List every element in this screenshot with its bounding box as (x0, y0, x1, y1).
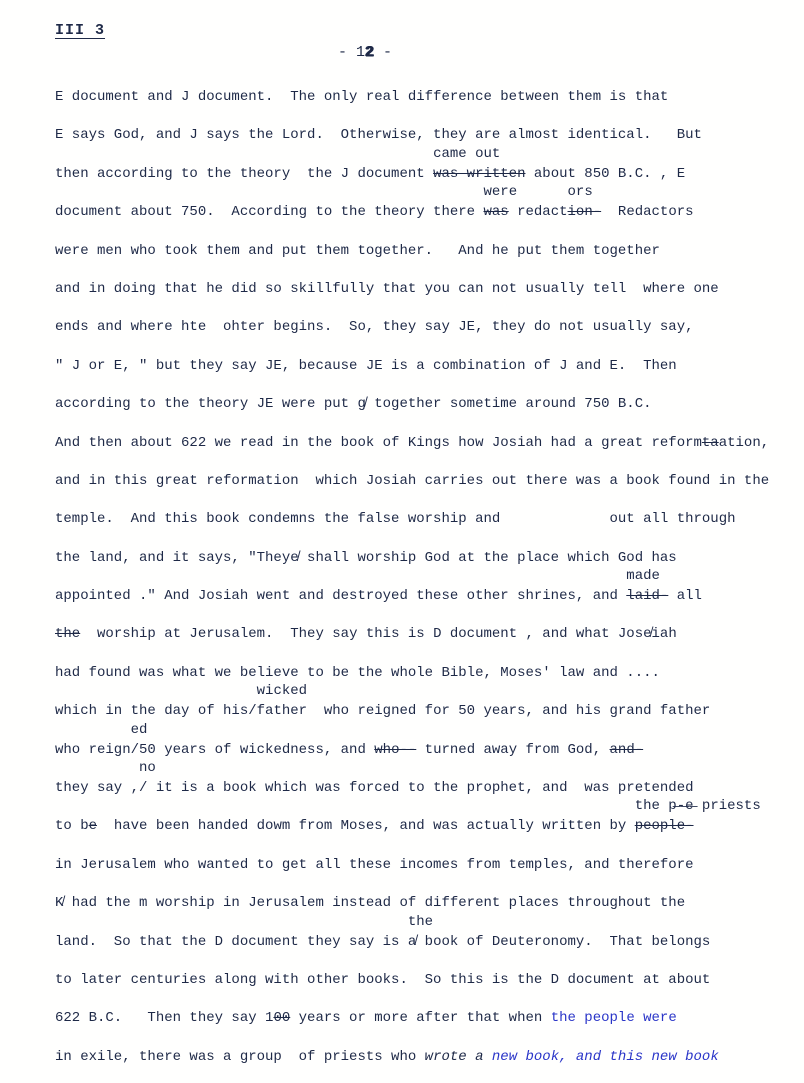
text-line (55, 347, 794, 385)
text-segment: in Jerusalem who wanted to get all these incomes from temples, and therefore (55, 856, 694, 873)
text-segment: worship at Jerusalem. They say this is D document , and what Jose̸iah (80, 626, 677, 643)
text-line: to be have been handed dowm from Moses, and was actually written by the p̶-̶e̶ priestspeople- (55, 798, 761, 835)
blue-ink-text: the people were (550, 1010, 677, 1027)
struck-text: the (55, 626, 81, 643)
text-segment: then according to the theory the J document (55, 165, 434, 182)
text-segment: they say , (55, 780, 140, 797)
struck-text: and- (609, 741, 644, 758)
struck-text: was (483, 204, 509, 221)
text-line (55, 615, 794, 653)
text-line: land. So that the D document they say is thea̸ book of Deuteronomy. That belongs (55, 913, 711, 950)
text-segment: appointed ." And Josiah went and destroyed these other shrines, and (55, 588, 627, 605)
text-line: they say ,no/ it is a book which was forced to the prophet, and was pretended (55, 760, 694, 797)
text-line (55, 462, 794, 500)
text-line (55, 232, 794, 270)
page-number-suffix: - (374, 44, 393, 61)
struck-text: people- (634, 818, 694, 835)
text-segment: the land, and it says, "Theye̸ shall worship God at the place which God has (55, 549, 677, 566)
text-segment: a̸ book of Deuteronomy. That belongs (407, 933, 711, 950)
text-line (55, 385, 794, 423)
text-segment: temple. And this book condemns the false worship and out all through (55, 511, 736, 528)
text-line: document about 750. According to the theory there werewas redactorsion- Redactors (55, 184, 694, 221)
text-segment: and in this great reformation which Josiah carries out there was a book found in the (55, 472, 770, 489)
text-segment: which in the day of his/ (55, 703, 257, 720)
text-line (55, 999, 794, 1037)
text-segment: about 850 B.C. , E (525, 165, 686, 182)
text-segment: ends and where hte ohter begins. So, they say JE, they do not usually say, (55, 319, 694, 336)
blue-ink-text: new book, and this new book (491, 1048, 719, 1065)
text-segment: who reign (55, 741, 131, 758)
text-segment: father who reigned for 50 years, and his grand father (256, 703, 711, 720)
text-segment: according to the theory JE were put g̸ together sometime around 750 B.C. (55, 396, 652, 413)
text-segment: wrote a (424, 1048, 492, 1065)
text-segment: turned away from God, (416, 741, 610, 758)
page-number (338, 44, 392, 61)
text-line: then according to the theory the J document came outwas written about 850 B.C. , E (55, 145, 686, 182)
struck-text: who-- (374, 741, 417, 758)
text-segment: And then about 622 we read in the book of Kings how Josiah had a great reform (55, 434, 702, 451)
text-segment: all (668, 588, 702, 605)
text-segment: redact (508, 204, 568, 221)
text-segment: ation, (718, 434, 770, 451)
text-segment: E document and J document. The only real difference between them is that (55, 89, 669, 105)
text-segment: document about 750. According to the theory there (55, 204, 484, 221)
text-line (55, 539, 794, 577)
text-segment: Redactors (601, 204, 694, 221)
text-line (55, 308, 794, 346)
text-line (55, 424, 794, 462)
text-segment: years or more after that when (290, 1010, 551, 1027)
document-body (55, 78, 794, 1076)
text-segment: land. So that the D document they say is (55, 933, 408, 950)
text-line: appointed ." And Josiah went and destroyed these other shrines, and madelaid- all (55, 568, 702, 605)
text-line: who reigned/50 years of wickedness, and who-- turned away from God, and- (55, 721, 644, 758)
text-line (55, 116, 794, 154)
text-line: which in the day of his/wickedfather who reigned for 50 years, and his grand father (55, 683, 711, 720)
page-number-prefix: - 1 (338, 44, 366, 61)
text-segment: to b (55, 818, 89, 835)
text-line (55, 270, 794, 308)
text-segment: to later centuries along with other books. So this is the D document at about (55, 971, 711, 988)
text-segment: / it is a book which was forced to the prophet, and was pretended (139, 780, 694, 797)
text-segment: /50 years of wickedness, and (130, 741, 375, 758)
struck-text: ion- (567, 204, 602, 221)
text-line (55, 846, 794, 884)
text-segment: E says God, and J says the Lord. Otherwise, they are almost identical. But (55, 127, 702, 144)
text-segment: in exile, there was a group of priests who (55, 1048, 425, 1065)
text-segment: had found was what we believe to be the whole Bible, Moses' law and .... (55, 664, 660, 681)
text-segment: 622 B.C. Then they say 1 (55, 1010, 274, 1027)
text-segment: were men who took them and put them together. And he put them together (55, 242, 660, 259)
text-line (55, 654, 794, 692)
section-header: III 3 (55, 22, 106, 39)
text-segment: K̸ had the m worship in Jerusalem instead of different places throughout the (55, 895, 686, 912)
text-line (55, 78, 794, 116)
text-segment: have been handed dowm from Moses, and was actually written by (97, 818, 635, 835)
text-line (55, 1038, 794, 1076)
text-line (55, 961, 794, 999)
struck-text: laid- (626, 588, 669, 605)
struck-text: 00 (273, 1010, 291, 1027)
struck-text: e (88, 818, 98, 835)
text-segment: " J or E, " but they say JE, because JE is a combination of J and E. Then (55, 357, 677, 374)
text-segment: and in doing that he did so skillfully that you can not usually tell where one (55, 280, 719, 297)
struck-text: ta (701, 434, 719, 451)
struck-text: was written (433, 165, 526, 182)
text-line (55, 500, 794, 538)
page-number-overstruck-digit: 2 (365, 44, 375, 61)
